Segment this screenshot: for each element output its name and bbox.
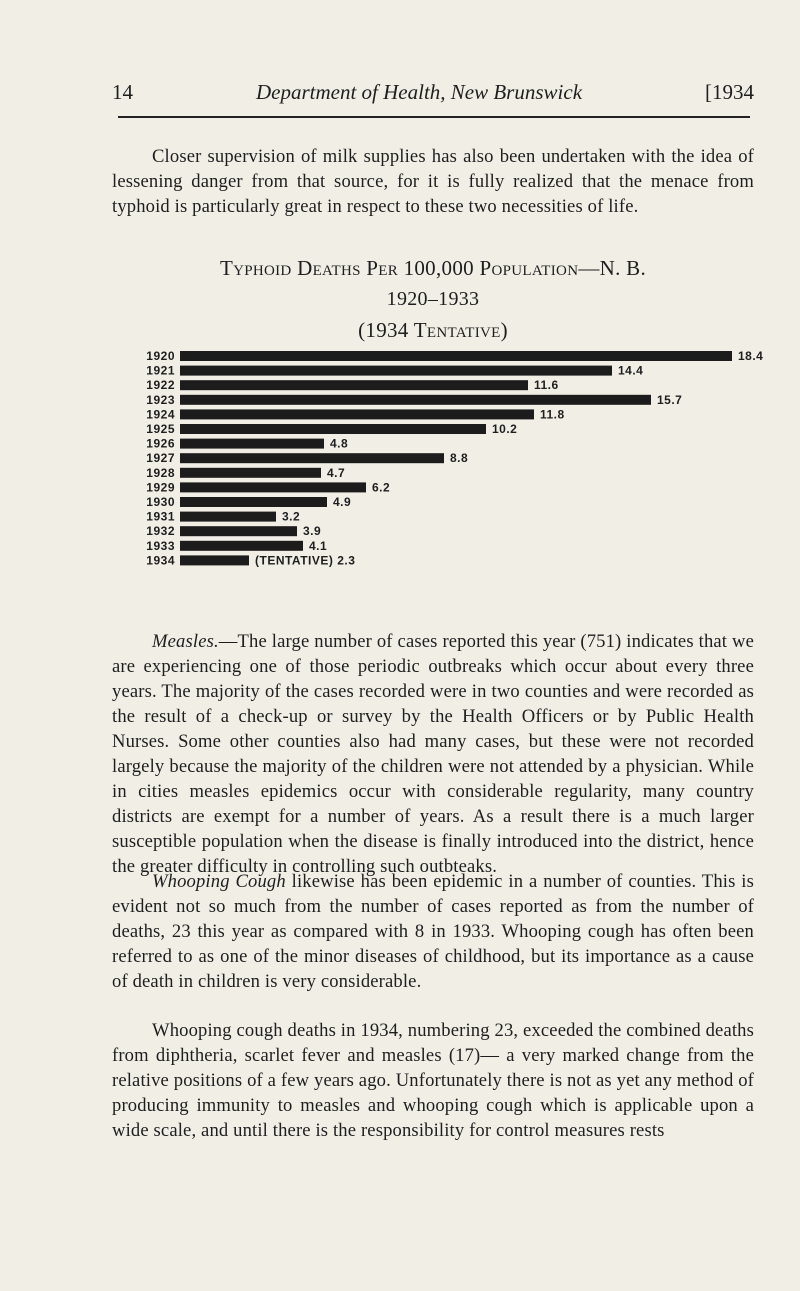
bar (180, 439, 324, 449)
running-title: Department of Health, New Brunswick (255, 80, 583, 104)
value-label: 4.7 (327, 465, 346, 480)
bar (180, 482, 366, 492)
intro-text: Closer supervision of milk supplies has also been undertaken with the idea of lessening danger from that source, for it is fully realized that the menace from typhoid is particularly great in respect to these two necessities of life. (112, 146, 754, 217)
measles-paragraph (112, 629, 754, 879)
bar (180, 380, 528, 390)
chart-title: Typhoid Deaths Per 100,000 Population—N. B. (219, 256, 647, 280)
whooping-deaths-paragraph (112, 1018, 754, 1143)
bar (180, 453, 444, 463)
year-label: 1933 (146, 538, 175, 553)
value-label: 3.2 (282, 509, 301, 524)
year-label: 1922 (146, 378, 175, 393)
bar (180, 526, 297, 536)
year-label: 1920 (146, 349, 175, 363)
bar (180, 366, 612, 376)
year-label: 1931 (146, 509, 175, 524)
chart-subtitle-tentative: (1934 Tentative) (358, 318, 508, 342)
bar (180, 541, 303, 551)
value-label: 15.7 (657, 392, 683, 407)
header-year: [1934 (704, 80, 754, 104)
bar (180, 351, 732, 361)
page-number: 14 (112, 80, 133, 104)
bar (180, 497, 327, 507)
whooping-deaths-text: Whooping cough deaths in 1934, numbering 23, exceeded the combined deaths from diphtheria, scarlet fever and measles (17)— a very marked change from the relative positions of a few years ago. Unfortunately there is not as yet any method of producing immunity to measles and whooping cough which is applicable upon a wide scale, and until there is the responsibility for control measures rests (112, 1020, 754, 1141)
chart-subtitle-years: 1920–1933 (386, 288, 480, 310)
year-label: 1928 (146, 465, 175, 480)
measles-heading: Measles. (152, 631, 219, 652)
value-label: 8.8 (450, 451, 469, 466)
year-label: 1925 (146, 422, 175, 436)
whooping-paragraph (112, 869, 754, 994)
year-label: 1930 (146, 495, 175, 509)
value-label: 4.8 (330, 436, 349, 451)
value-label: 4.1 (309, 538, 328, 553)
year-label: 1934 (146, 553, 175, 568)
year-label: 1923 (146, 392, 175, 407)
bar (180, 409, 534, 419)
whooping-heading: Whooping Cough (152, 871, 286, 892)
year-label: 1926 (146, 436, 175, 451)
value-label: 10.2 (492, 422, 518, 436)
year-label: 1929 (146, 480, 175, 495)
year-label: 1924 (146, 407, 175, 422)
year-label: 1932 (146, 524, 175, 539)
bar (180, 512, 276, 522)
year-label: 1921 (146, 363, 175, 378)
typhoid-bar-chart (0, 0, 800, 600)
value-label: 4.9 (333, 495, 352, 509)
year-label: 1927 (146, 451, 175, 466)
whooping-text: likewise has been epidemic in a number of counties. This is evident not so much from the number of cases reported as from the number of deaths, 23 this year as compared with 8 in 1933. Whooping cough has often been referred to as one of the minor diseases of childhood, but its importance as a cause of death in children is very considerable. (112, 871, 754, 992)
value-label: 6.2 (372, 480, 391, 495)
bar (180, 424, 486, 434)
value-label: 14.4 (618, 363, 644, 378)
value-label: 11.6 (534, 378, 559, 393)
value-label: 11.8 (540, 407, 565, 422)
bar (180, 555, 249, 565)
value-label: (TENTATIVE) 2.3 (255, 553, 356, 568)
bar (180, 468, 321, 478)
value-label: 18.4 (738, 349, 764, 363)
measles-text: —The large number of cases reported this year (751) indicates that we are experiencing one of those periodic outbreaks which occur about every three years. The majority of the cases recorded were in two counties and were recorded as the result of a check-up or survey by the Health Officers or by Public Health Nurses. Some other counties also had many cases, but these were not recorded largely because the majority of the children were not attended by a physician. While in cities measles epidemics occur with considerable regularity, many country districts are exempt for a number of years. As a result there is a much larger susceptible population when the disease is finally introduced into the district, hence the greater difficulty in controlling such outbteaks. (112, 631, 754, 877)
bar (180, 395, 651, 405)
value-label: 3.9 (303, 524, 322, 539)
